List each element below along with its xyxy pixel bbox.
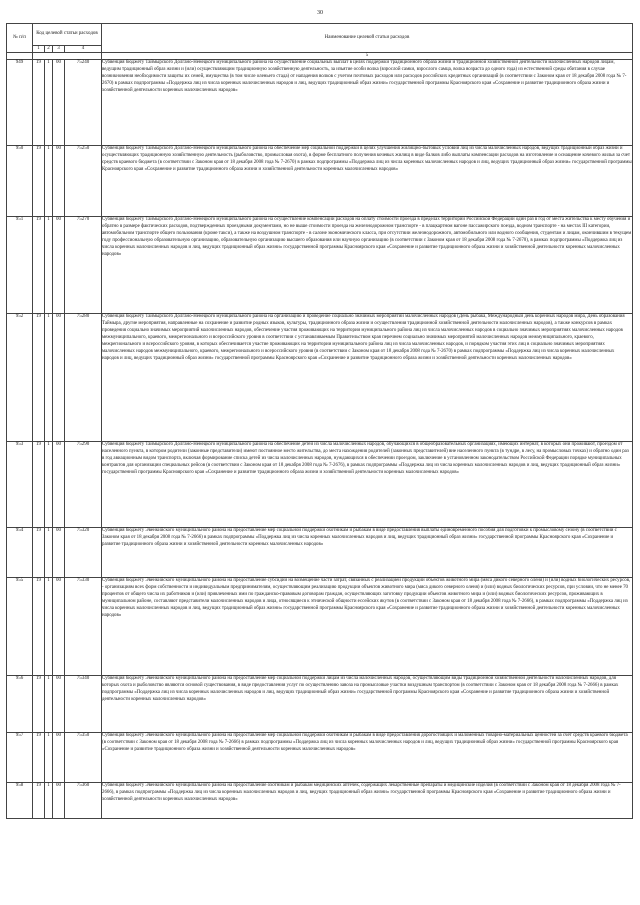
header-num: № п/п bbox=[7, 24, 33, 53]
code-main-event: 00 bbox=[53, 442, 65, 528]
table-row bbox=[7, 578, 633, 676]
row-num: 952 bbox=[7, 314, 33, 442]
col-number: 1 bbox=[33, 46, 45, 53]
code-program: 19 bbox=[33, 578, 45, 676]
table-row bbox=[7, 146, 633, 217]
code-direction: 75240 bbox=[65, 60, 102, 146]
code-direction: 75330 bbox=[65, 578, 102, 676]
code-direction: 75340 bbox=[65, 676, 102, 733]
code-direction: 75280 bbox=[65, 314, 102, 442]
code-subprogram: 1 bbox=[45, 783, 53, 819]
code-main-event: 00 bbox=[53, 676, 65, 733]
row-description: Субвенция бюджету Эвенкийского муниципального района на предоставление субсидии на возмещение части затрат, связанных с реализацией продукции объектов животного мира (мяса дикого северного оленя) и (или) водных биологических ресурсов, - организациям всех форм собственности и индивидуальным предпринимателям, осуществляющим реализацию продукции объектов животного мира (мяса дикого северного оленя) и (или) водных биологических ресурсов, при условии, что не менее 70 процентов от общего числа их работников и (или) привлеченных ими по гражданско-правовым договорам граждан, осуществляющих заготовку продукции объектов животного мира и (или) водных биологических ресурсов, проживающих в муниципальном районе, составляют представители малочисленных народов и лица, относящиеся к этнической общности ессейских якутов (в соответствии с Законом края от 18 декабря 2008 года № 7-2666), в рамках подпрограммы «Поддержка лиц из числа коренных малочисленных народов и лиц, ведущих традиционный образ жизни» государственной программы Красноярского края «Сохранение и развитие традиционного образа жизни и хозяйственной деятельности коренных малочисленных народов» bbox=[102, 578, 633, 676]
row-description: Субвенция бюджету Эвенкийского муниципального района на предоставление охотникам и рыбакам медицинских аптечек, содержащих лекарственные препараты и медицинские изделия (в соответствии с Законом края от 18 декабря 2008 года № 7-2666), в рамках подпрограммы «Поддержка лиц из числа коренных малочисленных народов и лиц, ведущих традиционный образ жизни» государственной программы Красноярского края «Сохранение и развитие традиционного образа жизни и хозяйственной деятельности коренных малочисленных народов» bbox=[102, 783, 633, 819]
table-row bbox=[7, 676, 633, 733]
code-program: 19 bbox=[33, 146, 45, 217]
code-main-event: 00 bbox=[53, 146, 65, 217]
header-code: Код целевой статьи расходов bbox=[33, 24, 102, 46]
row-num: 951 bbox=[7, 217, 33, 314]
row-num: 955 bbox=[7, 578, 33, 676]
table-row bbox=[7, 314, 633, 442]
code-subprogram: 1 bbox=[45, 146, 53, 217]
row-description: Субвенция бюджету Таймырского Долгано-Ненецкого муниципального района на обеспечение мер социальной поддержки в целях улучшения жилищно-бытовых условий лиц из числа малочисленных народов, ведущих традиционный образ жизни и осуществляющих традиционную хозяйственную деятельность (рыболовство, промысловая охота), в форме бесплатного получения кочевых жилищ в виде балков либо выплаты компенсации расходов на изготовление и оснащение кочевого жилья за счет средств краевого бюджета (в соответствии с Законом края от 18 декабря 2008 года № 7-2670) в рамках подпрограммы «Поддержка лиц из числа коренных малочисленных народов и лиц, ведущих традиционный образ жизни» государственной программы Красноярского края «Сохранение и развитие традиционного образа жизни и хозяйственной деятельности коренных малочисленных народов» bbox=[102, 146, 633, 217]
code-subprogram: 1 bbox=[45, 442, 53, 528]
col-number: 2 bbox=[45, 46, 53, 53]
col-number-blank bbox=[33, 53, 102, 60]
row-num: 956 bbox=[7, 676, 33, 733]
code-direction: 75290 bbox=[65, 442, 102, 528]
row-num: 954 bbox=[7, 528, 33, 578]
code-direction: 75250 bbox=[65, 146, 102, 217]
row-num: 953 bbox=[7, 442, 33, 528]
col-number: 4 bbox=[65, 46, 102, 53]
code-subprogram: 1 bbox=[45, 217, 53, 314]
row-num: 950 bbox=[7, 146, 33, 217]
code-program: 19 bbox=[33, 733, 45, 783]
row-description: Субвенция бюджету Эвенкийского муниципального района на предоставление мер социальной поддержки охотникам и рыбакам в виде предоставления дорогостоящих и маломенных товарно-материальных ценностей за счет средств краевого бюджета (в соответствии с Законом края от 18 декабря 2008 года № 7-2666) в рамках подпрограммы «Поддержка лиц из числа коренных малочисленных народов и лиц, ведущих традиционный образ жизни» государственной программы Красноярского края «Сохранение и развитие традиционного образа жизни и хозяйственной деятельности коренных малочисленных народов» bbox=[102, 733, 633, 783]
code-direction: 75360 bbox=[65, 783, 102, 819]
code-subprogram: 1 bbox=[45, 60, 53, 146]
code-program: 19 bbox=[33, 217, 45, 314]
col-number: 3 bbox=[53, 46, 65, 53]
code-subprogram: 1 bbox=[45, 314, 53, 442]
code-subprogram: 1 bbox=[45, 528, 53, 578]
code-program: 19 bbox=[33, 528, 45, 578]
row-num: 957 bbox=[7, 733, 33, 783]
code-main-event: 00 bbox=[53, 578, 65, 676]
page-number: 30 bbox=[317, 10, 323, 16]
table-row bbox=[7, 60, 633, 146]
table-row bbox=[7, 528, 633, 578]
target-items-table bbox=[6, 23, 633, 819]
code-main-event: 00 bbox=[53, 314, 65, 442]
code-main-event: 00 bbox=[53, 783, 65, 819]
header-name: Наименование целевой статьи расходов bbox=[102, 24, 633, 53]
code-direction: 75270 bbox=[65, 217, 102, 314]
code-direction: 75320 bbox=[65, 528, 102, 578]
code-program: 19 bbox=[33, 442, 45, 528]
table-header bbox=[7, 24, 633, 60]
row-description: Субвенция бюджету Таймырского Долгано-Ненецкого муниципального района на организацию и проведение социально значимых мероприятий малочисленных народов (День рыбака, Международный день коренных народов мира, День образования Таймыра, другие мероприятия, направленные на сохранение и развитие родных языков, культуры, традиционного образа жизни и осуществления традиционной хозяйственной деятельности малочисленных народов), а также конкурсов в рамках проведения социально значимых мероприятий малочисленных народов, обеспечение участия проживающих на территории муниципального района лиц из числа малочисленных народов в социально значимых мероприятиях малочисленных народов межмуниципального, краевого, межрегионального и всероссийского уровня в соответствии с устанавливаемым Правительством края перечнем социально значимых мероприятий малочисленных народов межмуниципального, краевого, межрегионального и всероссийского уровня, в которых обеспечивается участие проживающих на территории муниципального района лиц из числа малочисленных народов, и порядком участия этих лиц в социально значимых мероприятиях малочисленных народов межмуниципального, краевого, межрегионального и всероссийского уровня (в соответствии с Законом края от 18 декабря 2008 года № 7-2670) в рамках подпрограммы «Поддержка лиц из числа коренных малочисленных народов и лиц, ведущих традиционный образ жизни» государственной программы Красноярского края «Сохранение и развитие традиционного образа жизни и хозяйственной деятельности коренных малочисленных народов» bbox=[102, 314, 633, 442]
row-description: Субвенция бюджету Таймырского Долгано-Ненецкого муниципального района на обеспечение детей из числа малочисленных народов, обучающихся в общеобразовательных организациях, имеющих интернат, в которых они проживают, проездом от населенного пункта, в котором родители (законные представители) имеют постоянное место жительства, до места нахождения родителей (законных представителей) вне населенного пункта (в тундре, в лесу, на промысловых точках) и обратно один раз в год авиационным видом транспорта, включая формирование списка детей из числа малочисленных народов, нуждающихся в обеспечении проездом, заключение в установленном законодательством Российской Федерации порядке муниципальных контрактов для организации специальных рейсов (в соответствии с Законом края от 18 декабря 2008 года № 7-2676), в рамках подпрограммы «Поддержка лиц из числа коренных малочисленных народов и лиц, ведущих традиционный образ жизни» государственной программы Красноярского края «Сохранение и развитие традиционного образа жизни и хозяйственной деятельности коренных малочисленных народов» bbox=[102, 442, 633, 528]
table-row bbox=[7, 442, 633, 528]
code-program: 19 bbox=[33, 676, 45, 733]
row-num: 958 bbox=[7, 783, 33, 819]
row-description: Субвенция бюджету Таймырского Долгано-Ненецкого муниципального района на осуществление компенсации расходов на оплату стоимости проезда в пределах территории Российской Федерации один раз в год от места жительства к месту обучения и обратно в размере фактических расходов, подтвержденных проездными документами, но не выше стоимости проезда на железнодорожном транспорте - в плацкартном вагоне пассажирского поезда, водном транспорте - на местах III категории, автомобильном транспорте общего пользования (кроме такси), а также на воздушном транспорте - в салоне экономического класса, при отсутствии железнодорожного, автомобильного или водного сообщения, студентам и лицам, окончившим в текущем году профессиональную образовательную организацию, образовательную организацию высшего образования или научную организацию (в соответствии с Законом края от 18 декабря 2008 года № 7-2670), в рамках подпрограммы «Поддержка лиц из числа коренных малочисленных народов и лиц, ведущих традиционный образ жизни» государственной программы Красноярского края «Сохранение и развитие традиционного образа жизни и хозяйственной деятельности коренных малочисленных народов» bbox=[102, 217, 633, 314]
table-row bbox=[7, 217, 633, 314]
code-main-event: 00 bbox=[53, 60, 65, 146]
code-main-event: 00 bbox=[53, 528, 65, 578]
table-row bbox=[7, 733, 633, 783]
code-program: 19 bbox=[33, 314, 45, 442]
row-description: Субвенция бюджету Эвенкийского муниципального района на предоставление мер социальной поддержки охотникам и рыбакам в виде предоставления выплаты единовременного пособия для подготовки к промысловому сезону (в соответствии с Законом края от 18 декабря 2008 года № 7-2666) в рамках подпрограммы «Поддержка лиц из числа коренных малочисленных народов и лиц, ведущих традиционный образ жизни» государственной программы Красноярского края «Сохранение и развитие традиционного образа жизни и хозяйственной деятельности коренных малочисленных народов» bbox=[102, 528, 633, 578]
code-subprogram: 1 bbox=[45, 676, 53, 733]
code-main-event: 00 bbox=[53, 217, 65, 314]
row-num: 949 bbox=[7, 60, 33, 146]
code-subprogram: 1 bbox=[45, 578, 53, 676]
code-program: 19 bbox=[33, 783, 45, 819]
code-main-event: 00 bbox=[53, 733, 65, 783]
code-subprogram: 1 bbox=[45, 733, 53, 783]
code-program: 19 bbox=[33, 60, 45, 146]
col-number: 5 bbox=[102, 53, 633, 60]
code-direction: 75350 bbox=[65, 733, 102, 783]
table-row bbox=[7, 783, 633, 819]
row-description: Субвенция бюджету Таймырского Долгано-Ненецкого муниципального района на осуществление социальных выплат в целях поддержки традиционного образа жизни и традиционной хозяйственной деятельности малочисленных народов лицам, ведущим традиционный образ жизни и (или) осуществляющим традиционную хозяйственную деятельность, за изъятие особи волка (взрослой самки, взрослого самца, волка возраста до одного года) из естественной среды обитания в случае возникновения необходимости защиты их семей, имущества (в том числе оленьего стада) от нападения волков с учетом почтовых расходов или расходов российских кредитных организаций (в соответствии с Законом края от 18 декабря 2008 года № 7-2670) в рамках подпрограммы «Поддержка лиц из числа коренных малочисленных народов и лиц, ведущих традиционный образ жизни» государственной программы Красноярского края «Сохранение и развитие традиционного образа жизни и хозяйственной деятельности коренных малочисленных народов» bbox=[102, 60, 633, 146]
row-description: Субвенция бюджету Эвенкийского муниципального района на предоставление мер социальной поддержки лицам из числа малочисленных народов, осуществляющим виды традиционной хозяйственной деятельности малочисленных народов, для которых охота и рыболовство являются основой существования, в виде предоставления услуг по осуществлению завоза на промысловые участки воздушным транспортом (в соответствии с Законом края от 18 декабря 2008 года № 7-2666) в рамках подпрограммы «Поддержка лиц из числа коренных малочисленных народов и лиц, ведущих традиционный образ жизни» государственной программы Красноярского края «Сохранение и развитие традиционного образа жизни и хозяйственной деятельности коренных малочисленных народов» bbox=[102, 676, 633, 733]
col-number-blank bbox=[7, 53, 33, 60]
